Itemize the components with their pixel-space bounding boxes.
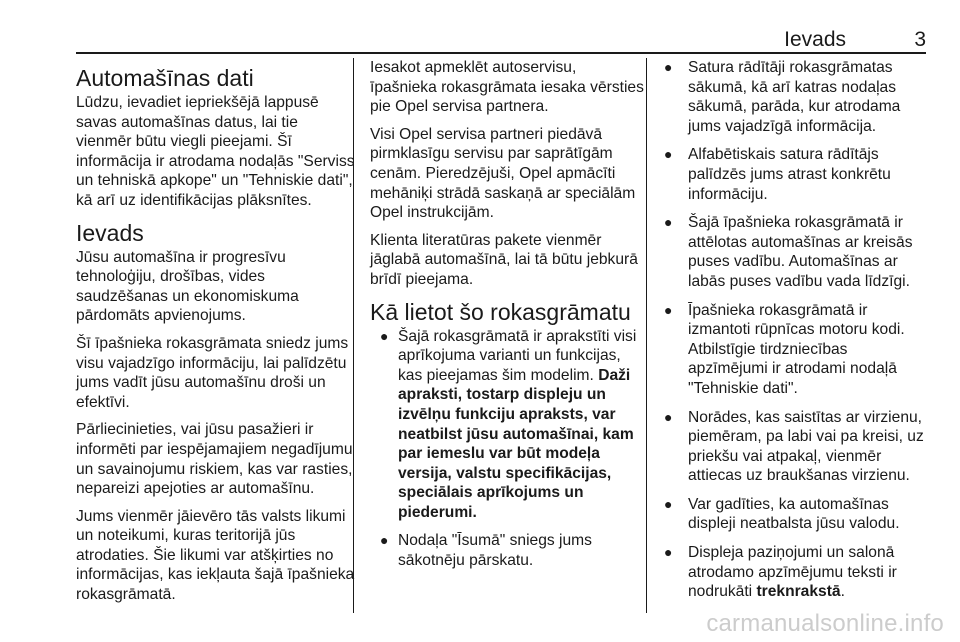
bullet-icon: ● <box>664 214 673 231</box>
paragraph-intro-3: Pārliecinieties, vai jūsu pasažieri ir informēti par iespējamajiem negadījumu un savainojumu riskiem, kas var rasties, nepareizi apejoties ar automašīnu. <box>76 421 353 498</box>
list-item-text: Displeja paziņojumi un salonā atrodamo apzīmējumu teksti ir nodrukāti <box>688 544 897 601</box>
guidance-list <box>654 58 930 602</box>
how-to-use-list <box>374 327 646 571</box>
heading-introduction: Ievads <box>76 219 144 246</box>
bullet-icon: ● <box>664 146 673 163</box>
list-item-text: Satura rādītāji rokasgrāmatas sākumā, kā arī katras nodaļas sākumā, parāda, kur atrodama jums vajadzīgā informācija. <box>688 59 901 135</box>
list-item-text-end: . <box>840 583 845 601</box>
paragraph-intro-2: Šī īpašnieka rokasgrāmata sniedz jums visu vajadzīgo informāciju, lai palīdzētu jums vadīt jūsu automašīnu droši un efektīvi. <box>76 334 349 411</box>
list-item <box>654 145 930 204</box>
list-item-text: Norādes, kas saistītas ar virzienu, piemēram, pa labi vai pa kreisi, uz priekšu vai atpakaļ, vienmēr attiecas uz braukšanas virzienu. <box>688 408 924 485</box>
bullet-icon: ● <box>380 532 389 549</box>
paragraph-service-2: Visi Opel servisa partneri piedāvā pirmklasīgu servisu par saprātīgām cenām. Pieredzējuši, Opel apmācīti mehāniķi strādā saskaņā ar speciālām Opel instrukcijām. <box>370 125 636 222</box>
heading-how-to-use: Kā lietot šo rokasgrāmatu <box>370 298 631 325</box>
header-title: Ievads <box>784 28 846 51</box>
list-item-text: Šajā īpašnieka rokasgrāmatā ir attēlotas automašīnas ar kreisās puses vadību. Automašīnas ar labās puses vadību vada līdzīgi. <box>688 214 913 290</box>
paragraph-service-1: Iesakot apmeklēt autoservisu, īpašnieka rokasgrāmata iesaka vērsties pie Opel servisa partnera. <box>370 59 644 116</box>
list-item-text: Šajā rokasgrāmatā ir aprakstīti visi aprīkojuma varianti un funkcijas, kas pieejamas šim modelim. <box>398 327 637 384</box>
list-item <box>654 495 930 534</box>
list-item <box>374 531 646 570</box>
watermark: carmanualsonline.info <box>706 610 944 637</box>
page-header <box>76 28 926 54</box>
paragraph-service-3: Klienta literatūras pakete vienmēr jāglabā automašīnā, lai tā būtu jebkurā brīdī pieejama. <box>370 231 638 288</box>
column-3 <box>660 58 930 614</box>
column-divider-2 <box>646 58 647 613</box>
heading-vehicle-data: Automašīnas dati <box>76 65 254 91</box>
list-item-text: Īpašnieka rokasgrāmatā ir izmantoti rūpnīcas motoru kodi. Atbilstīgie tirdzniecības apzīmējumi ir atrodami nodaļā "Tehniskie dati". <box>688 301 905 397</box>
list-item <box>654 58 930 136</box>
bullet-icon: ● <box>664 408 673 425</box>
list-item <box>654 213 930 291</box>
list-item-text: Alfabētiskais satura rādītājs palīdzēs jums atrast konkrētu informāciju. <box>688 146 891 203</box>
column-1 <box>76 58 356 614</box>
list-item <box>654 543 930 602</box>
header-rule <box>76 52 926 54</box>
bullet-icon: ● <box>380 327 389 344</box>
list-item <box>654 408 930 486</box>
list-item-text: Var gadīties, ka automašīnas displeji neatbalsta jūsu valodu. <box>688 495 900 533</box>
column-2 <box>370 58 646 614</box>
list-item-bold-text: Daži apraksti, tostarp displeju un izvēlņu funkciju apraksts, var neatbilst jūsu automašīnai, kam par iemeslu var būt modeļa versija, valstu specifikācijas, speciālais aprīkojums un piederumi. <box>398 366 634 521</box>
bullet-icon: ● <box>664 544 673 561</box>
paragraph-intro-4: Jums vienmēr jāievēro tās valsts likumi un noteikumi, kuras teritorijā jūs atrodaties. Šie likumi var atšķirties no informācijas, kas iekļauta šajā īpašnieka rokasgrāmatā. <box>76 507 355 604</box>
list-item-text: Nodaļa "Īsumā" sniegs jums sākotnēju pārskatu. <box>398 532 592 570</box>
page-number: 3 <box>914 28 926 51</box>
paragraph-vehicle-data: Lūdzu, ievadiet iepriekšējā lappusē savas automašīnas datus, lai tie vienmēr būtu viegli pieejami. Šī informācija ir atrodama nodaļās "Serviss un tehniskā apkope" un "Tehniskie dati", kā arī uz identifikācijas plāksnītes. <box>76 94 355 209</box>
list-item <box>374 327 646 523</box>
bullet-icon: ● <box>664 495 673 512</box>
list-item-bold-text: treknrakstā <box>756 583 841 601</box>
paragraph-intro-1: Jūsu automašīna ir progresīvu tehnoloģiju, drošības, vides saudzēšanas un ekonomiskuma pārdomāts apvienojums. <box>76 248 299 325</box>
bullet-icon: ● <box>664 59 673 75</box>
list-item <box>654 301 930 399</box>
bullet-icon: ● <box>664 301 673 318</box>
